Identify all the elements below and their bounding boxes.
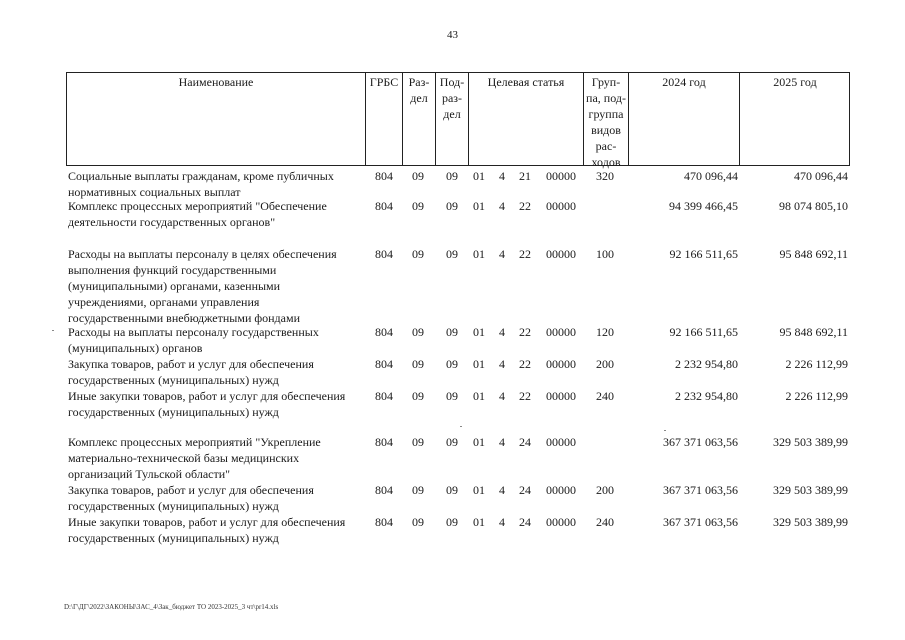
cell-ts3: 22 [519,247,531,261]
header-tselevaya-statya: Целевая статья [487,75,565,89]
cell-ts3: 24 [519,515,531,529]
cell-ts1: 01 [473,247,485,261]
cell-podrazdel: 09 [446,389,458,403]
cell-ts1: 01 [473,483,485,497]
cell-y2024: 2 232 954,80 [675,357,738,371]
header-grbs: ГРБС [369,75,399,89]
cell-ts2: 4 [499,247,505,261]
cell-vid: 200 [596,483,614,497]
cell-y2024: 470 096,44 [684,169,738,183]
cell-ts4: 00000 [546,515,576,529]
cell-y2025: 329 503 389,99 [773,483,848,497]
cell-grbs: 804 [375,515,393,529]
header-2025: 2025 год [773,75,817,89]
cell-ts4: 00000 [546,435,576,449]
cell-ts1: 01 [473,169,485,183]
cell-ts3: 22 [519,325,531,339]
cell-grbs: 804 [375,247,393,261]
cell-ts3: 22 [519,389,531,403]
cell-y2024: 92 166 511,65 [669,247,738,261]
cell-ts4: 00000 [546,357,576,371]
cell-podrazdel: 09 [446,247,458,261]
header-podrazdel: Под- раз- дел [439,75,465,121]
cell-name: Комплекс процессных мероприятий "Обеспечение деятельности государственных органов" [68,199,327,229]
cell-ts2: 4 [499,389,505,403]
cell-grbs: 804 [375,169,393,183]
cell-razdel: 09 [412,515,424,529]
cell-y2024: 92 166 511,65 [669,325,738,339]
cell-y2024: 2 232 954,80 [675,389,738,403]
cell-name: Расходы на выплаты персоналу государственных (муниципальных) органов [68,325,319,355]
cell-y2025: 329 503 389,99 [773,515,848,529]
cell-ts3: 22 [519,357,531,371]
cell-grbs: 804 [375,389,393,403]
cell-podrazdel: 09 [446,169,458,183]
cell-vid: 100 [596,247,614,261]
cell-razdel: 09 [412,199,424,213]
scan-mark [460,426,462,427]
cell-ts4: 00000 [546,199,576,213]
scan-mark [52,330,54,331]
cell-y2025: 2 226 112,99 [785,389,848,403]
cell-grbs: 804 [375,357,393,371]
cell-y2025: 329 503 389,99 [773,435,848,449]
cell-podrazdel: 09 [446,325,458,339]
cell-ts1: 01 [473,435,485,449]
file-path: D:\Г\ДГ\2022\ЗАКОНЫ\ЗАС_4\Зак_бюджет ТО 2023-2025_3 чт\pr14.xls [64,603,279,611]
cell-ts2: 4 [499,199,505,213]
cell-ts4: 00000 [546,169,576,183]
cell-ts2: 4 [499,483,505,497]
cell-razdel: 09 [412,247,424,261]
cell-name: Закупка товаров, работ и услуг для обеспечения государственных (муниципальных) нужд [68,357,314,387]
cell-grbs: 804 [375,435,393,449]
cell-grbs: 804 [375,199,393,213]
cell-ts4: 00000 [546,483,576,497]
cell-vid: 320 [596,169,614,183]
cell-ts3: 22 [519,199,531,213]
header-vid-rashodov: Груп- па, под- группа видов рас- ходов [586,75,626,169]
cell-y2025: 95 848 692,11 [779,247,848,261]
scan-mark [664,430,666,431]
cell-podrazdel: 09 [446,435,458,449]
cell-ts4: 00000 [546,247,576,261]
header-razdel: Раз- дел [408,75,430,105]
cell-ts4: 00000 [546,325,576,339]
cell-y2025: 2 226 112,99 [785,357,848,371]
cell-razdel: 09 [412,169,424,183]
cell-podrazdel: 09 [446,515,458,529]
cell-name: Комплекс процессных мероприятий "Укрепление материально-технической базы медицинских организаций Тульской области" [68,435,321,481]
header-name: Наименование [178,75,254,89]
cell-y2024: 367 371 063,56 [663,483,738,497]
cell-ts3: 24 [519,435,531,449]
cell-ts1: 01 [473,389,485,403]
cell-ts3: 24 [519,483,531,497]
cell-y2024: 367 371 063,56 [663,435,738,449]
cell-name: Расходы на выплаты персоналу в целях обеспечения выполнения функций государственными (муниципальными) органами, казенными учреждениями, органами управления государственными внебюджетными фондами [68,247,337,325]
cell-y2024: 367 371 063,56 [663,515,738,529]
cell-podrazdel: 09 [446,357,458,371]
cell-grbs: 804 [375,325,393,339]
cell-ts1: 01 [473,357,485,371]
header-2024: 2024 год [662,75,706,89]
cell-vid: 200 [596,357,614,371]
cell-ts2: 4 [499,435,505,449]
cell-ts4: 00000 [546,389,576,403]
cell-razdel: 09 [412,483,424,497]
cell-name: Иные закупки товаров, работ и услуг для обеспечения государственных (муниципальных) нужд [68,389,346,419]
cell-ts1: 01 [473,515,485,529]
cell-grbs: 804 [375,483,393,497]
page-number: 43 [447,29,458,41]
cell-podrazdel: 09 [446,199,458,213]
cell-vid: 120 [596,325,614,339]
cell-name: Социальные выплаты гражданам, кроме публичных нормативных социальных выплат [68,169,334,199]
cell-y2025: 95 848 692,11 [779,325,848,339]
cell-razdel: 09 [412,357,424,371]
table-header [66,72,850,169]
cell-ts2: 4 [499,325,505,339]
cell-razdel: 09 [412,325,424,339]
cell-ts3: 21 [519,169,531,183]
cell-razdel: 09 [412,389,424,403]
cell-y2024: 94 399 466,45 [669,199,738,213]
budget-table [66,72,850,545]
cell-vid: 240 [596,515,614,529]
cell-ts1: 01 [473,325,485,339]
cell-ts2: 4 [499,169,505,183]
cell-ts2: 4 [499,357,505,371]
cell-podrazdel: 09 [446,483,458,497]
cell-name: Иные закупки товаров, работ и услуг для обеспечения государственных (муниципальных) нужд [68,515,346,545]
cell-ts2: 4 [499,515,505,529]
cell-y2025: 98 074 805,10 [779,199,848,213]
cell-razdel: 09 [412,435,424,449]
cell-name: Закупка товаров, работ и услуг для обеспечения государственных (муниципальных) нужд [68,483,314,513]
cell-ts1: 01 [473,199,485,213]
cell-y2025: 470 096,44 [794,169,848,183]
cell-vid: 240 [596,389,614,403]
